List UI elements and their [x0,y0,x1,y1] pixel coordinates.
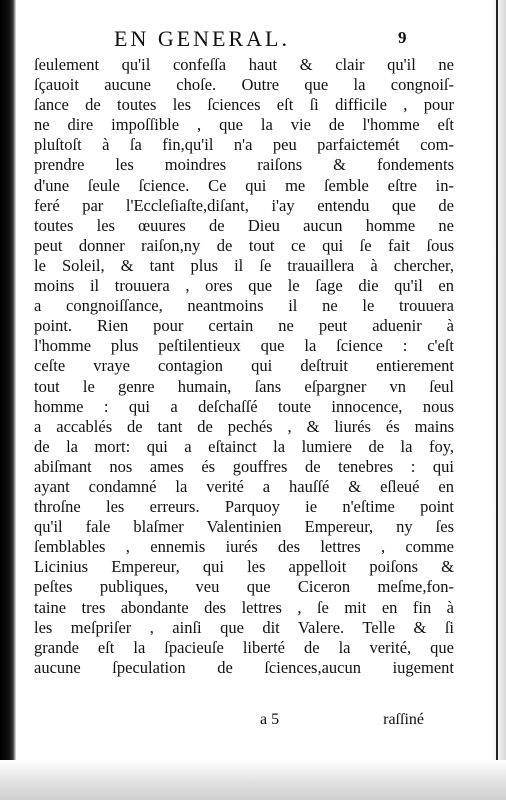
text-line: a congnoiſſance, neantmoins il ne le trouuera [34,296,454,316]
text-line: moins il trouuera , ores que le ſage die qu'il en [34,276,454,296]
running-head-title: EN GENERAL. [114,26,290,51]
text-line: les meſpriſer , ainſi que dit Valere. Telle & ſi [34,617,454,637]
text-line: throſne les erreurs. Parquoy ie n'eſtime point [34,497,454,517]
text-line: tout le genre humain, ſans eſpargner vn ſeul [34,376,454,396]
text-line: point. Rien pour certain ne peut aduenir à [34,316,454,336]
text-line: pluſtoſt à ſa fin,qu'il n'a peu parfaictemét com- [34,135,454,155]
text-line: ayant condamné la verité a hauſſé & eſleué en [34,476,454,496]
text-line: ſçauoit aucune choſe. Outre que la congnoiſ- [34,75,454,95]
catchline [34,711,424,733]
text-line: d'une ſeule ſcience. Ce qui me ſemble eſtre in- [34,175,454,195]
binding-gutter-shadow [0,0,16,800]
page-number: 9 [398,28,407,47]
text-line: taine tres abondante des lettres , ſe mit en fin à [34,597,454,617]
text-line: ne dire impoſſible , que la vie de l'homme eſt [34,115,454,135]
page-edge-shadow [490,0,506,800]
text-line: le Soleil, & tant plus il ſe trauaillera à chercher, [34,255,454,275]
text-line: Licinius Empereur, qui les appelloit poiſons & [34,557,454,577]
text-line: ſeulement qu'il confeſſa haut & clair qu'il ne [34,55,454,74]
text-line: de la mort: qui a eſtainct la lumiere de la foy, [34,436,454,456]
text-line: feré par l'Eccleſiaſte,diſant, i'ay entendu que de [34,195,454,215]
text-line: grande eſt la ſpacieuſe liberté de la verité, que [34,637,454,657]
text-line: ſance de toutes les ſciences eſt ſi difficile , pour [34,95,454,115]
text-line: abiſmant nos ames és gouffres de tenebres : qui [34,456,454,476]
body-text [34,55,454,678]
text-line: qu'il fale blaſmer Valentinien Empereur, ny ſes [34,517,454,537]
text-line: aucune ſpeculation de ſciences,aucun iugement [34,657,454,677]
text-line: ſemblables , ennemis iurés des lettres , comme [34,537,454,557]
running-head [40,26,490,52]
text-line: prendre les moindres raiſons & fondements [34,155,454,175]
text-line: homme : qui a deſchaſſé toute innocence, nous [34,396,454,416]
text-line: l'homme plus peſtilentieux que la ſcience : c'eſt [34,336,454,356]
text-line: ceſte vraye contagion qui deſtruit entierement [34,356,454,376]
text-line: a accablés de tant de pechés , & liurés és mains [34,416,454,436]
page-bottom-shadow [0,760,506,800]
text-line: peſtes publiques, veu que Ciceron meſme,fon- [34,577,454,597]
catchword: raſſiné [383,711,424,728]
signature-mark: a 5 [260,711,280,728]
text-line: peut donner raiſon,ny de tout ce qui ſe fait ſous [34,235,454,255]
text-line: toutes les œuures de Dieu aucun homme ne [34,215,454,235]
